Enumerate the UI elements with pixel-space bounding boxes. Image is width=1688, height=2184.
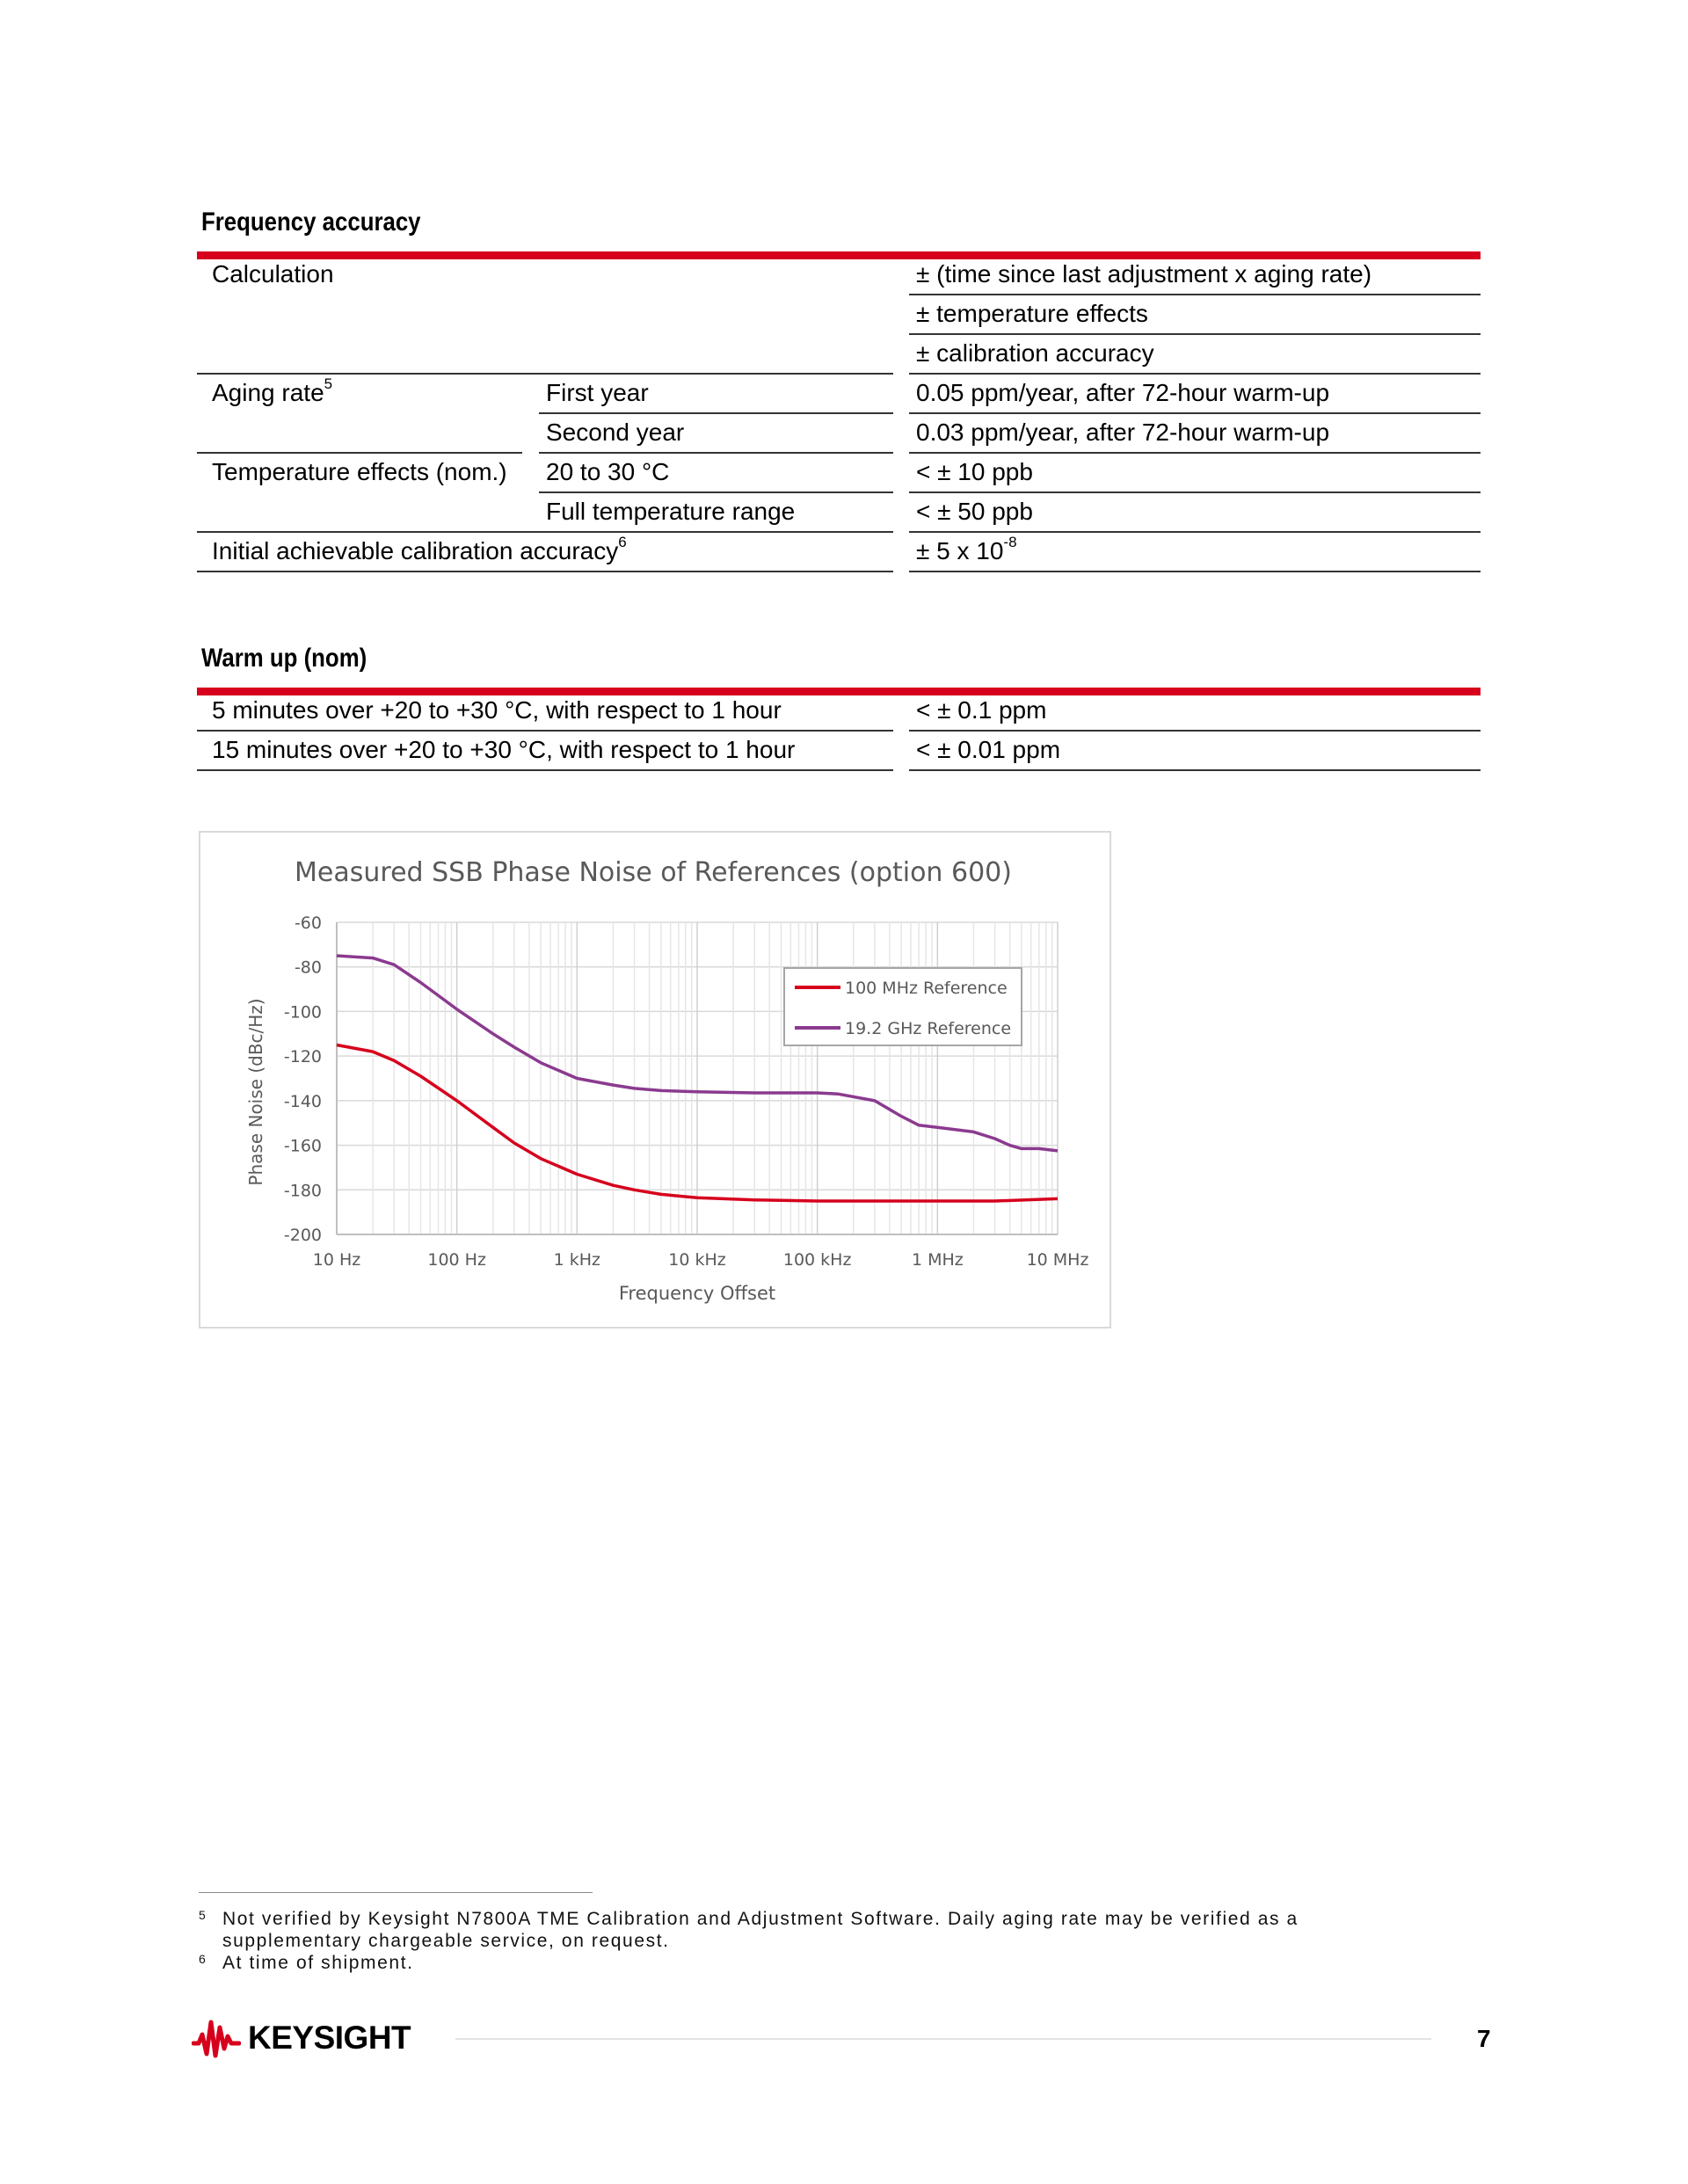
footnote-5-text-cont: supplementary chargeable service, on request. <box>222 1931 670 1951</box>
frequency-accuracy-title: Frequency accuracy <box>201 207 421 237</box>
divider <box>909 531 1481 533</box>
divider <box>197 730 893 732</box>
initial-calibration-label: Initial achievable calibration accuracy$^6$ <box>212 534 627 564</box>
x-axis-label: Frequency Offset <box>618 1283 776 1304</box>
aging-rate-label: Aging rate$^5$ <box>212 375 333 406</box>
divider <box>909 294 1481 295</box>
legend-label-19ghz: 19.2 GHz Reference <box>845 1019 1012 1038</box>
divider <box>197 571 893 572</box>
calculation-term-3: ± calibration accuracy <box>916 339 1154 367</box>
warm-up-row-1-label: 5 minutes over +20 to +30 °C, with respect to 1 hour <box>212 696 782 724</box>
chart-title: Measured SSB Phase Noise of References (option 600) <box>295 857 1012 888</box>
y-tick-label: -140 <box>283 1091 322 1111</box>
warm-up-row-2-label: 15 minutes over +20 to +30 °C, with respect to 1 hour <box>212 736 796 763</box>
phase-noise-chart <box>199 831 1111 1329</box>
warm-up-row-1-value: < ± 0.1 ppm <box>916 696 1047 724</box>
y-tick-label: -160 <box>283 1136 322 1156</box>
y-tick-label: -180 <box>283 1181 322 1201</box>
x-tick-label: 10 MHz <box>1026 1250 1089 1270</box>
chart-legend <box>784 968 1022 1045</box>
second-year-label: Second year <box>546 419 685 446</box>
divider <box>909 333 1481 335</box>
divider <box>197 373 893 375</box>
warm-up-row-2-value: < ± 0.01 ppm <box>916 736 1061 763</box>
full-temp-value: < ± 50 ppb <box>916 498 1033 525</box>
divider <box>539 412 893 414</box>
y-axis-label: Phase Noise (dBc/Hz) <box>245 998 266 1186</box>
divider <box>909 571 1481 572</box>
footer-rule <box>455 2038 1431 2040</box>
divider <box>909 373 1481 375</box>
calculation-label: Calculation <box>212 260 334 288</box>
temp-20-30-value: < ± 10 ppb <box>916 458 1033 485</box>
page-number: 7 <box>1477 2025 1491 2052</box>
full-temp-label: Full temperature range <box>546 498 796 525</box>
y-tick-label: -100 <box>283 1002 322 1023</box>
x-tick-label: 1 MHz <box>911 1250 964 1270</box>
divider <box>197 452 522 454</box>
warm-up-title: Warm up (nom) <box>201 644 367 673</box>
divider <box>909 412 1481 414</box>
divider <box>909 491 1481 493</box>
y-tick-label: -80 <box>294 957 322 978</box>
divider <box>197 769 893 771</box>
calculation-term-2: ± temperature effects <box>916 300 1148 327</box>
divider <box>909 730 1481 732</box>
second-year-value: 0.03 ppm/year, after 72-hour warm-up <box>916 419 1330 446</box>
frequency-accuracy-rule <box>197 251 1481 259</box>
y-axis-ticks <box>284 914 322 1245</box>
y-tick-label: -200 <box>283 1226 322 1245</box>
warm-up-rule <box>197 688 1481 695</box>
footnote-number-6: 6 <box>199 1952 206 1966</box>
divider <box>539 452 893 454</box>
divider <box>909 769 1481 771</box>
temp-20-30-label: 20 to 30 °C <box>546 458 670 485</box>
first-year-label: First year <box>546 379 649 406</box>
initial-calibration-value: ± 5 x $10^{-8}$ <box>916 534 1017 564</box>
calculation-term-1: ± (time since last adjustment x aging rate) <box>916 260 1372 288</box>
y-tick-label: -60 <box>294 914 322 933</box>
footnote-ref-5: 5 <box>324 375 333 392</box>
footnote-number-5: 5 <box>199 1908 206 1922</box>
footnote-ref-6: 6 <box>618 534 627 550</box>
footnote-rule <box>199 1892 593 1893</box>
footnote-6-text: At time of shipment. <box>222 1953 414 1973</box>
keysight-wave-icon <box>192 2017 241 2059</box>
keysight-logo-text: KEYSIGHT <box>248 2020 411 2056</box>
x-axis-ticks <box>313 1250 1089 1270</box>
x-tick-label: 1 kHz <box>553 1250 601 1270</box>
divider <box>909 452 1481 454</box>
keysight-logo <box>192 2017 411 2059</box>
legend-label-100mhz: 100 MHz Reference <box>845 979 1008 998</box>
temperature-effects-label: Temperature effects (nom.) <box>212 458 507 485</box>
footnote-5-text: Not verified by Keysight N7800A TME Calibration and Adjustment Software. Daily aging rate may be verified as a <box>222 1909 1299 1929</box>
exponent: -8 <box>1003 534 1017 550</box>
first-year-value: 0.05 ppm/year, after 72-hour warm-up <box>916 379 1330 406</box>
chart-canvas <box>200 833 1110 1327</box>
x-tick-label: 100 Hz <box>427 1250 486 1270</box>
x-tick-label: 10 kHz <box>668 1250 726 1270</box>
divider <box>539 491 893 493</box>
y-tick-label: -120 <box>283 1047 322 1067</box>
x-tick-label: 10 Hz <box>312 1250 361 1270</box>
x-tick-label: 100 kHz <box>782 1250 852 1270</box>
divider <box>197 531 893 533</box>
